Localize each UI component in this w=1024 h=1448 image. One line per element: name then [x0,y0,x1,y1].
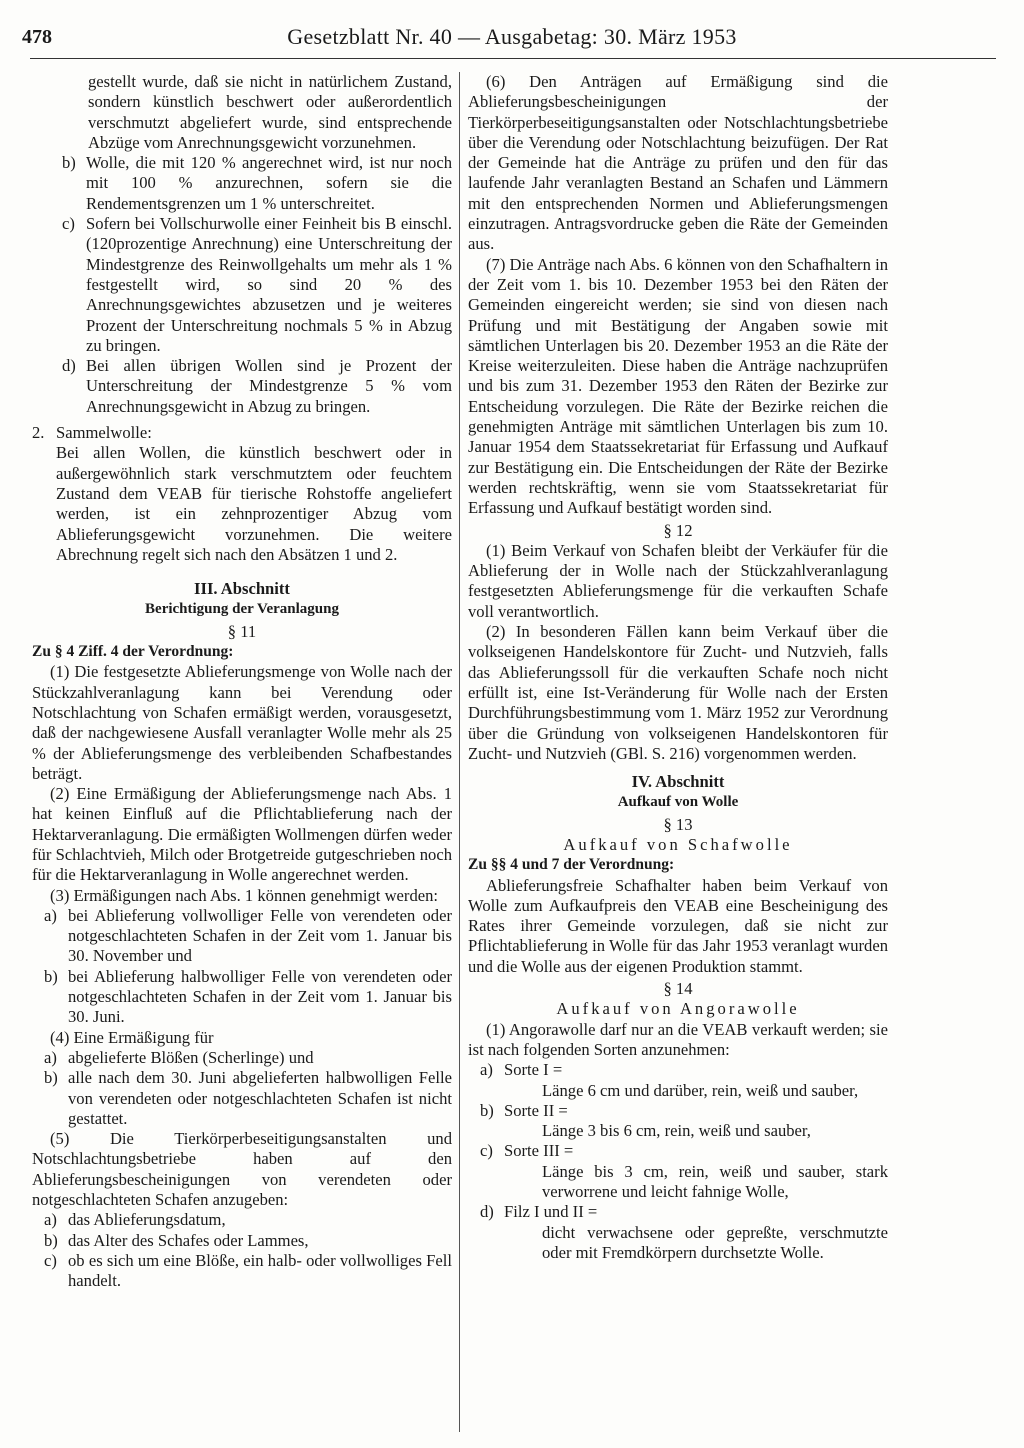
sorte-item [480,1141,888,1202]
sorte-item [480,1060,888,1101]
paragraph-11-5: (5) Die Tierkörperbeseitigungsanstalten und Notschlachtungsbetriebe haben auf den Ablieferungsbescheinigungen von verendeten oder notgeschlachteten Schafen anzugeben: [32,1129,452,1210]
list-item [44,967,452,1028]
paragraph-11-4: (4) Eine Ermäßigung für [50,1027,214,1047]
paragraph-12-1: (1) Beim Verkauf von Schafen bleibt der Verkäufer für die Ablieferung der in Wolle nach der Stückzahlveranlagung festgesetzten Ablieferungsmenge für die verkauften Schafe voll verantwortlich. [468,540,888,621]
section-3-title: III. Abschnitt [194,579,290,599]
sammelwolle-title: Sammelwolle: [56,423,152,443]
list-item-label: 2. [32,423,45,443]
list-item-label: a) [44,905,57,925]
list-item-label: a) [44,1047,57,1067]
paragraph-11-3: (3) Ermäßigungen nach Abs. 1 können genehmigt werden: [50,885,439,905]
sorte-head [480,1101,888,1121]
paragraph-14-title: Aufkauf von Angorawolle [556,999,800,1019]
list-item-text: Wolle, die mit 120 % angerechnet wird, ist nur noch mit 100 % anzurechnen, sofern sie die Rendementsgrenzen um 1 % unterschreitet. [86,153,452,213]
paragraph-11-reference: Zu § 4 Ziff. 4 der Verordnung: [32,643,234,661]
list-11-3 [32,906,452,1028]
paragraph-11-1: (1) Die festgesetzte Ablieferungsmenge von Wolle nach der Stückzahlveranlagung kann bei Verendung oder Notschlachtung von Schafen ermäßigt werden, vorausgesetzt, daß der nachgewiesene Ausfall veranlagter Wolle mehr als 25 % der Ablieferungsmenge des verbleibenden Schafbestandes beträgt. [32,662,452,783]
list-item [44,906,452,967]
list-item-text: abgelieferte Blößen (Scherlinge) und [68,1047,314,1067]
list-item [44,1210,452,1230]
sammelwolle-body [56,423,452,565]
paragraph-13-reference: Zu §§ 4 und 7 der Verordnung: [468,856,675,874]
list-item-text: alle nach dem 30. Juni abgelieferten halbwolligen Felle von verendeten oder notgeschlachteten Schafen ist nicht gestattet. [68,1068,452,1128]
sorte-description: Länge 3 bis 6 cm, rein, weiß und sauber, [542,1121,811,1141]
sorte-head [480,1060,888,1080]
paragraph-13-text: Ablieferungsfreie Schafhalter haben beim Verkauf von Wolle zum Aufkaufpreis den VEAB eine Bescheinigung des Rates ihrer Gemeinde vorzulegen, daß sie nicht zur Pflichtablieferung in Wolle für das Jahr 1953 veranlagt wurden und die Wolle aus der eigenen Produktion stammt. [468,875,888,976]
list-item-text: ob es sich um eine Blöße, ein halb- oder vollwolliges Fell handelt. [68,1250,452,1291]
list-item-label: b) [62,153,76,173]
paragraph-11-7: (7) Die Anträge nach Abs. 6 können von den Schafhaltern in der Zeit vom 1. bis 10. Dezember 1953 bei den Räten der Gemeinden eingereicht werden; sie sind von diesen nach Prüfung und mit Bestätigung der Angaben sowie mit sämtlichen Unterlagen bis 20. Dezember 1953 an die Räte der Kreise weiterzuleiten. Diese haben die Anträge nachzuprüfen und bis zum 31. Dezember 1953 den Räten der Bezirke zur Entscheidung vorzulegen. Die Räte der Bezirke reichen die genehmigten Anträge mit sämtlichen Unterlagen bis zum 10. Januar 1954 dem Staatssekretariat für Erfassung und Aufkauf zur Bestätigung ein. Die Entscheidungen der Räte der Bezirke werden rechtskräftig, wenn sie vom Staatssekretariat für Erfassung und Aufkauf bestätigt worden sind. [468,254,888,518]
list-item-label: b) [480,1100,494,1120]
list-item-label: d) [62,356,76,376]
list-item-label: d) [480,1202,494,1222]
paragraph-13-title: Aufkauf von Schafwolle [563,834,793,854]
paragraph-12-heading: § 12 [663,520,693,540]
list-item-label: a) [480,1060,493,1080]
list-deductions [32,153,452,417]
list-item-label: b) [44,1230,58,1250]
list-item-label: c) [44,1250,57,1270]
paragraph-11-heading: § 11 [227,621,257,641]
list-11-5 [32,1210,452,1291]
section-4-subtitle: Aufkauf von Wolle [617,794,739,811]
list-item-label: c) [480,1141,493,1161]
continued-paragraph: gestellt wurde, daß sie nicht in natürlichem Zustand, sondern künstlich beschwert oder außerordentlich verschmutzt abgeliefert wurde, sind entsprechende Abzüge vom Anrechnungsgewicht vorzunehmen. [88,72,452,152]
section-4-title: IV. Abschnitt [631,772,725,792]
list-item-label: b) [44,1068,58,1088]
list-item-text: bei Ablieferung vollwolliger Felle von verendeten oder notgeschlachteten Schafen in der Zeit vom 1. Januar bis 30. November und [68,905,452,966]
sorte-description: Länge bis 3 cm, rein, weiß und sauber, stark verworrene und leicht fahnige Wolle, [542,1161,888,1202]
paragraph-13-heading: § 13 [663,814,693,834]
sorte-head [480,1202,888,1222]
sorte-name: Filz I und II = [504,1202,598,1222]
list-item [44,1068,452,1129]
list-item-text: Sofern bei Vollschurwolle einer Feinheit bis B einschl. (120prozentige Anrechnung) eine Unterschreitung der Mindestgrenze des Reinwollgehalts um mehr als 1 % festgestellt wird, so sind 20 % des Anrechnungsgewichtes abzusetzen und je weiteres Prozent der Unterschreitung nochmals 5 % in Abzug zu bringen. [86,214,452,355]
sorte-name: Sorte I = [504,1060,563,1080]
page-title: Gesetzblatt Nr. 40 — Ausgabetag: 30. März 1953 [287,24,737,49]
paragraph-14-1: (1) Angorawolle darf nur an die VEAB verkauft werden; sie ist nach folgenden Sorten anzunehmen: [468,1019,888,1059]
sorte-item [480,1202,888,1263]
paragraph-12-2: (2) In besonderen Fällen kann beim Verkauf über die volkseigenen Handelskontore für Zucht- und Nutzvieh, falls das Ablieferungssoll für die verkauften Schafe noch nicht erfüllt ist, eine Ist-Veränderung für Wolle nach der Ersten Durchführungsbestimmung vom 1. März 1952 zur Verordnung über die Gründung von volkseigenen Handelskontoren für Zucht- und Nutzvieh (GBl. S. 216) vorgenommen werden. [468,622,888,763]
right-column [468,72,888,1263]
sorte-description: dicht verwachsene oder gepreßte, verschmutzte oder mit Fremdkörpern durchsetzte Wolle. [542,1222,888,1262]
page-header [0,20,1024,60]
list-item [44,1048,452,1068]
column-divider [459,72,460,1432]
header-rule [30,58,996,59]
list-item [44,1251,452,1292]
list-item [62,153,452,214]
sammelwolle-text: Bei allen Wollen, die künstlich beschwert oder in außergewöhnlich stark verschmutztem oder feuchtem Zustand dem VEAB für tierische Rohstoffe angeliefert werden, ist ein zehnprozentiger Abzug vom Ablieferungsgewicht vorzunehmen. Die weitere Abrechnung regelt sich nach den Absätzen 1 und 2. [56,443,452,564]
list-item [44,1231,452,1251]
sorte-name: Sorte III = [504,1141,574,1161]
sorte-name: Sorte II = [504,1100,568,1120]
list-item-text: das Ablieferungsdatum, [68,1210,226,1230]
paragraph-14-heading: § 14 [663,979,693,999]
list-item-text: das Alter des Schafes oder Lammes, [68,1230,309,1250]
sorten-list [468,1060,888,1263]
paragraph-11-2: (2) Eine Ermäßigung der Ablieferungsmenge nach Abs. 1 hat keinen Einfluß auf die Pflichtablieferung nach der Hektarveranlagung. Die ermäßigten Wollmengen dürfen weder für Schlachtvieh, Milch oder Brotgetreide gutgeschrieben noch für die Hektarveranlagung in Wolle angerechnet werden. [32,784,452,885]
list-item-label: c) [62,214,75,234]
list-item-label: a) [44,1210,57,1230]
list-item-text: Bei allen übrigen Wollen sind je Prozent der Unterschreitung der Mindestgrenze 5 % vom Anrechnungsgewicht in Abzug zu bringen. [86,356,452,416]
list-11-4 [32,1048,452,1129]
section-3-subtitle: Berichtigung der Veranlagung [145,601,339,618]
list-item [62,214,452,356]
paragraph-11-6: (6) Den Anträgen auf Ermäßigung sind die Ablieferungsbescheinigungen der Tierkörperbeseitigungsanstalten oder Notschlachtungsbetriebe über die Verendung oder Notschlachtung beizufügen. Der Rat der Gemeinde hat die Anträge zu prüfen und den für das laufende Jahr veranlagten Bestand an Schafen und Lämmern mit den entsprechenden Normen und Ablieferungsmengen einzutragen. Antragsvordrucke geben die Räte der Gemeinden aus. [468,72,888,254]
sammelwolle-item [32,423,452,565]
list-item [62,356,452,417]
list-item-text: bei Ablieferung halbwolliger Felle von verendeten oder notgeschlachteten Schafen in der Zeit vom 1. Januar bis 30. Juni. [68,966,452,1027]
list-item-label: b) [44,966,58,986]
sorte-description: Länge 6 cm und darüber, rein, weiß und sauber, [542,1080,859,1100]
sorte-head [480,1141,888,1161]
sorte-item [480,1101,888,1142]
left-column [32,72,452,1292]
page-number: 478 [22,26,52,48]
